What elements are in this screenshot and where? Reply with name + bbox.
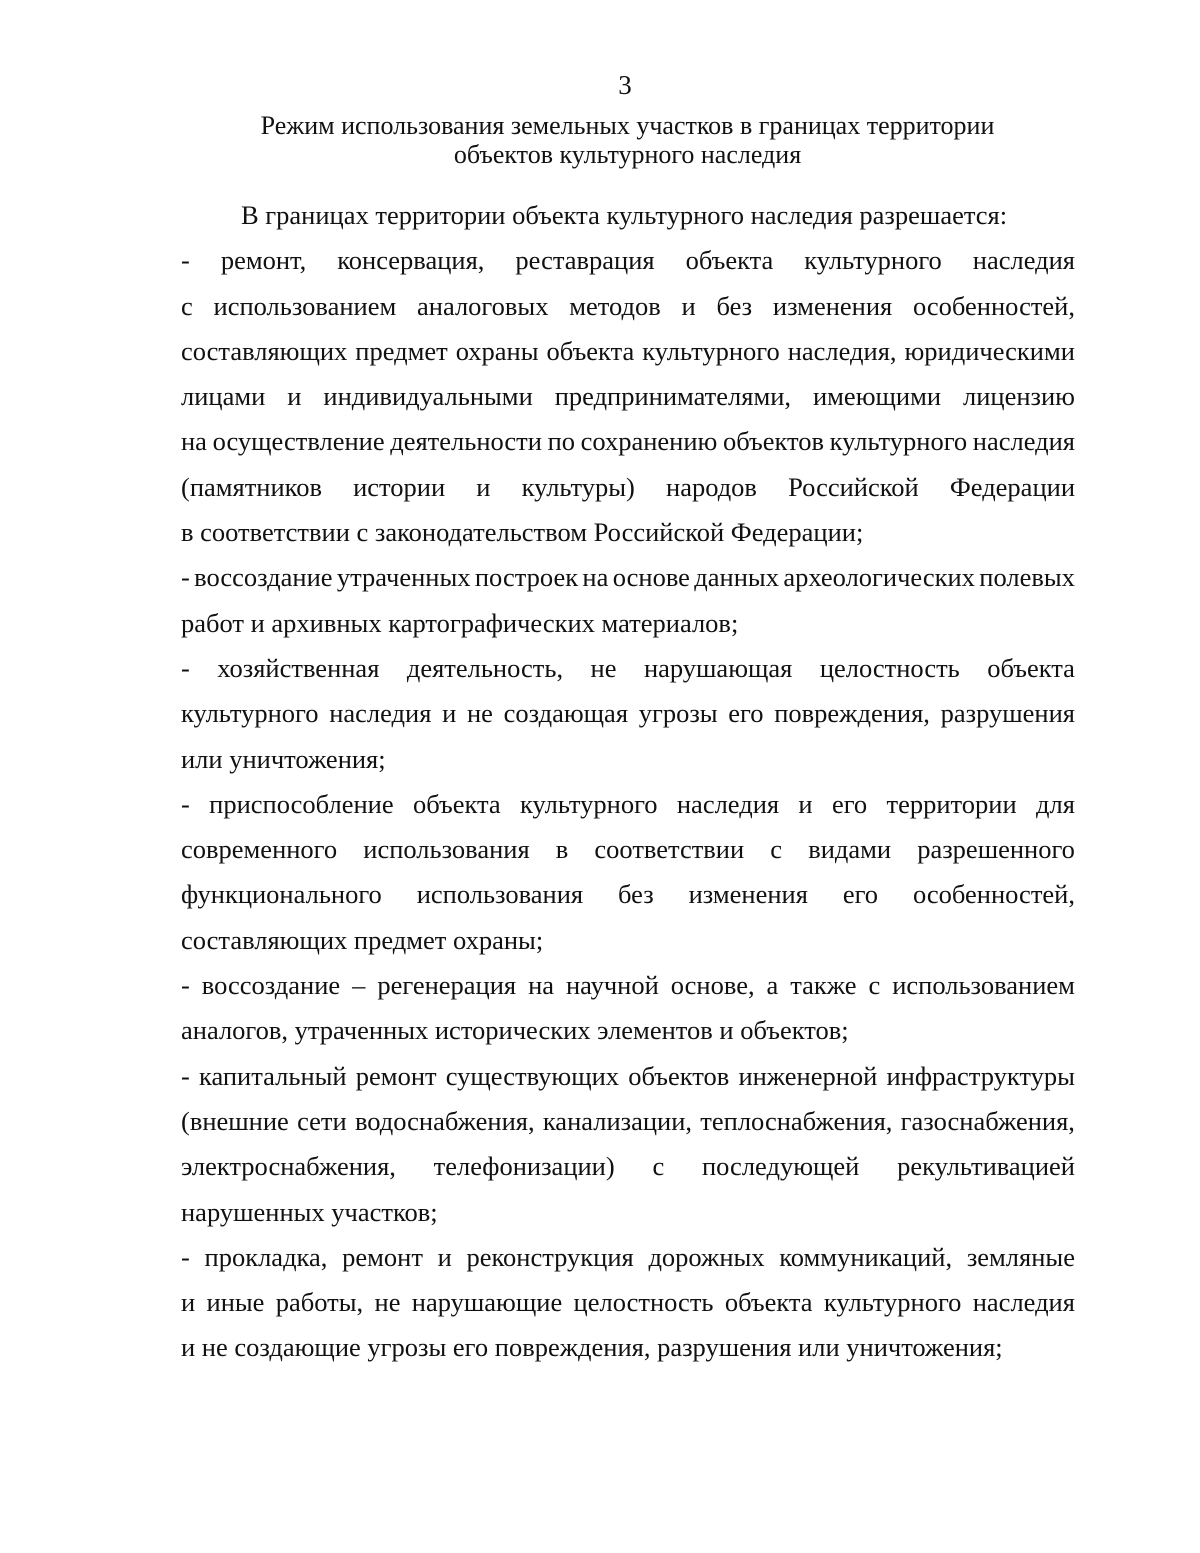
text-line: - воссоздание – регенерация на научной основе, а также с использованием	[181, 970, 1075, 1001]
text-line: - приспособление объекта культурного наследия и его территории для	[181, 788, 1075, 819]
text-line: работ и архивных картографических материалов;	[181, 607, 739, 638]
text-line: функционального использования без изменения его особенностей,	[181, 879, 1075, 910]
text-line: культурного наследия и не создающая угрозы его повреждения, разрушения	[181, 698, 1075, 729]
text-line: - прокладка, ремонт и реконструкция дорожных коммуникаций, земляные	[181, 1241, 1075, 1272]
text-line: с использованием аналоговых методов и без изменения особенностей,	[181, 290, 1075, 321]
section-heading	[180, 111, 1075, 169]
text-line: и иные работы, не нарушающие целостность объекта культурного наследия	[181, 1287, 1075, 1318]
text-line: - воссоздание утраченных построек на основе данных археологических полевых	[181, 562, 1075, 593]
heading-line: объектов культурного наследия	[453, 140, 802, 169]
text-line: современного использования в соответствии с видами разрешенного	[181, 834, 1075, 865]
text-line: нарушенных участков;	[181, 1196, 438, 1227]
text-line: - ремонт, консервация, реставрация объекта культурного наследия	[181, 245, 1075, 276]
body-text	[181, 193, 1075, 1371]
text-line: и не создающие угрозы его повреждения, разрушения или уничтожения;	[181, 1332, 1003, 1363]
page-number: 3	[618, 70, 632, 100]
text-line: (внешние сети водоснабжения, канализации, теплоснабжения, газоснабжения,	[181, 1105, 1075, 1136]
text-line: или уничтожения;	[181, 743, 386, 774]
text-line: электроснабжения, телефонизации) с последующей рекультивацией	[181, 1151, 1075, 1182]
text-line: - капитальный ремонт существующих объектов инженерной инфраструктуры	[181, 1060, 1075, 1091]
text-line: составляющих предмет охраны объекта культурного наследия, юридическими	[181, 335, 1075, 366]
heading-line: Режим использования земельных участков в границах территории	[260, 111, 995, 140]
intro-paragraph: В границах территории объекта культурного наследия разрешается:	[241, 200, 1008, 230]
text-line: на осуществление деятельности по сохранению объектов культурного наследия	[181, 426, 1075, 457]
text-line: в соответствии с законодательством Российской Федерации;	[181, 517, 864, 548]
text-line: лицами и индивидуальными предпринимателями, имеющими лицензию	[181, 381, 1075, 412]
text-line: - хозяйственная деятельность, не нарушающая целостность объекта	[181, 652, 1075, 683]
text-line: (памятников истории и культуры) народов Российской Федерации	[181, 471, 1075, 502]
text-line: составляющих предмет охраны;	[181, 924, 544, 955]
text-line: аналогов, утраченных исторических элементов и объектов;	[181, 1015, 849, 1046]
